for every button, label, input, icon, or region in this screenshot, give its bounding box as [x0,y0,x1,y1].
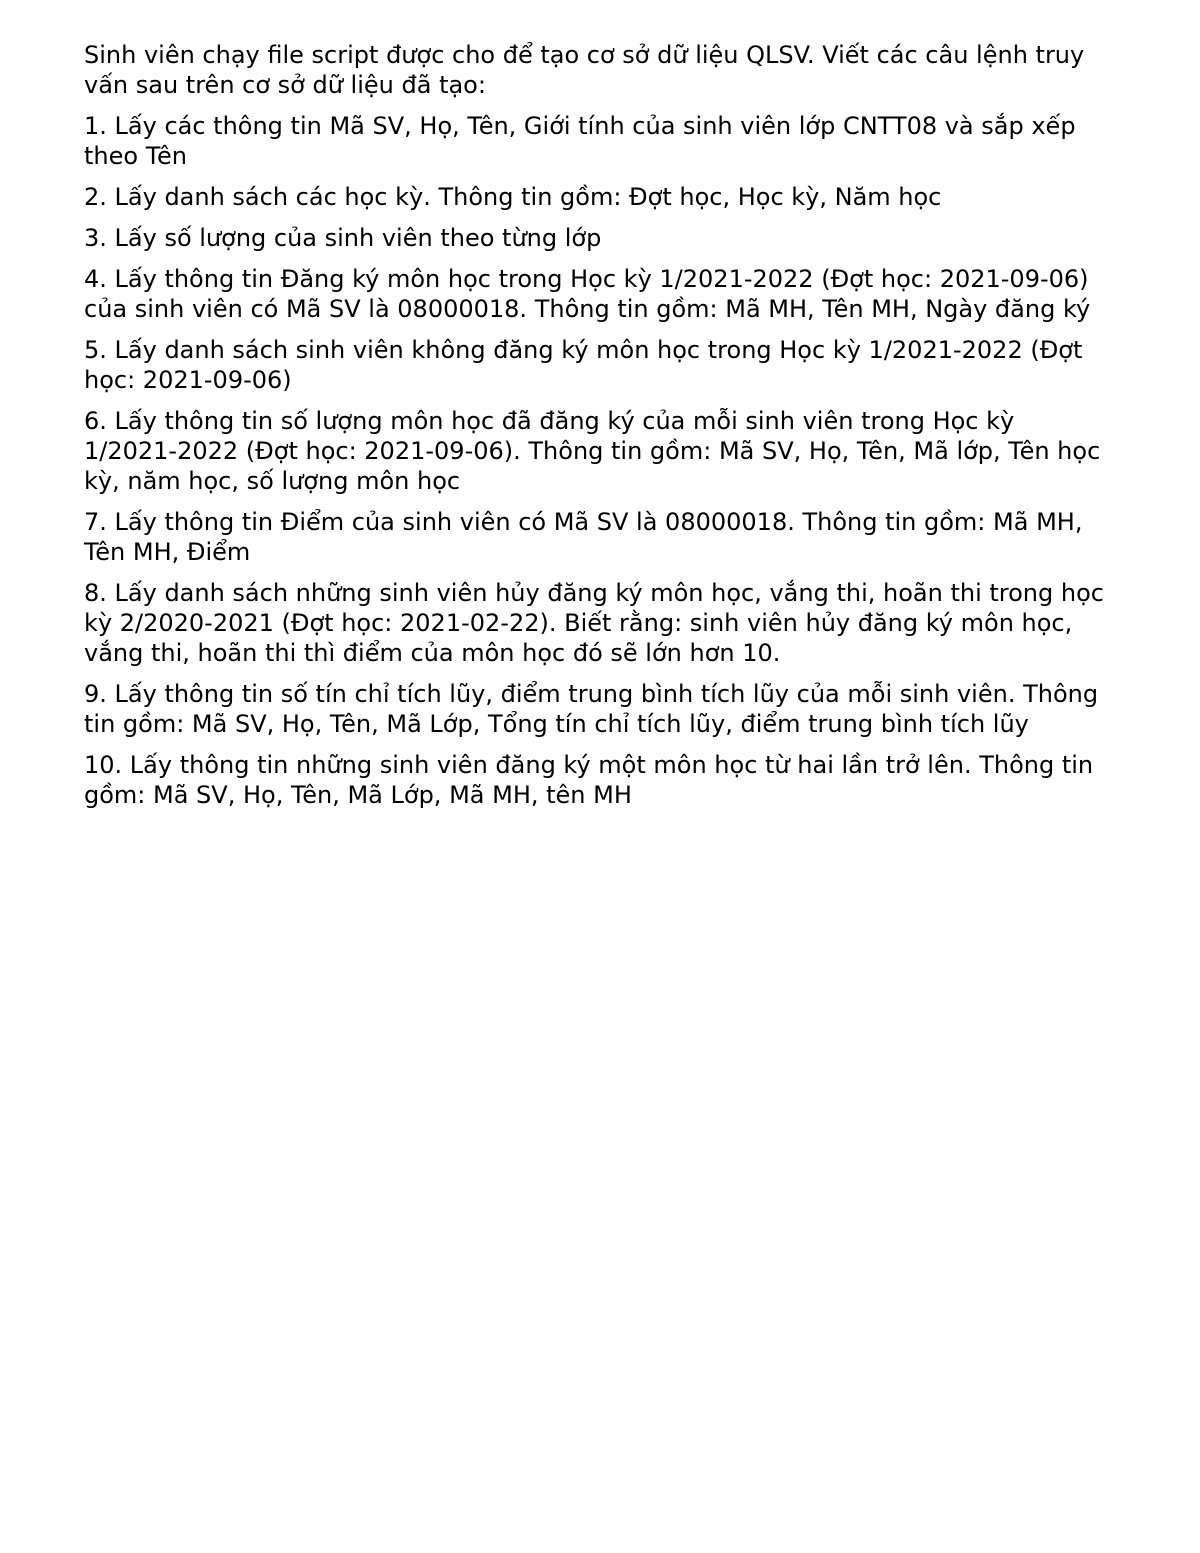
question-6: 6. Lấy thông tin số lượng môn học đã đăng ký của mỗi sinh viên trong Học kỳ 1/2021-2022 (Đợt học: 2021-09-06). Thông tin gồm: Mã SV, Họ, Tên, Mã lớp, Tên học kỳ, năm học, số lượng môn học [84,407,1101,495]
question-4: 4. Lấy thông tin Đăng ký môn học trong Học kỳ 1/2021-2022 (Đợt học: 2021-09-06) của sinh viên có Mã SV là 08000018. Thông tin gồm: Mã MH, Tên MH, Ngày đăng ký [84,265,1091,323]
question-10: 10. Lấy thông tin những sinh viên đăng ký một môn học từ hai lần trở lên. Thông tin gồm: Mã SV, Họ, Tên, Mã Lớp, Mã MH, tên MH [84,751,1094,809]
document-page [84,40,1114,821]
question-5: 5. Lấy danh sách sinh viên không đăng ký môn học trong Học kỳ 1/2021-2022 (Đợt học: 2021-09-06) [84,336,1083,394]
question-1: 1. Lấy các thông tin Mã SV, Họ, Tên, Giới tính của sinh viên lớp CNTT08 và sắp xếp theo Tên [84,112,1076,170]
intro-paragraph: Sinh viên chạy file script được cho để tạo cơ sở dữ liệu QLSV. Viết các câu lệnh truy vấn sau trên cơ sở dữ liệu đã tạo: [84,41,1085,99]
question-9: 9. Lấy thông tin số tín chỉ tích lũy, điểm trung bình tích lũy của mỗi sinh viên. Thông tin gồm: Mã SV, Họ, Tên, Mã Lớp, Tổng tín chỉ tích lũy, điểm trung bình tích lũy [84,680,1099,738]
question-7: 7. Lấy thông tin Điểm của sinh viên có Mã SV là 08000018. Thông tin gồm: Mã MH, Tên MH, Điểm [84,508,1083,566]
question-2: 2. Lấy danh sách các học kỳ. Thông tin gồm: Đợt học, Học kỳ, Năm học [84,183,942,211]
question-3: 3. Lấy số lượng của sinh viên theo từng lớp [84,224,602,252]
question-8: 8. Lấy danh sách những sinh viên hủy đăng ký môn học, vắng thi, hoãn thi trong học kỳ 2/2020-2021 (Đợt học: 2021-02-22). Biết rằng: sinh viên hủy đăng ký môn học, vắng thi, hoãn thi thì điểm của môn học đó sẽ lớn hơn 10. [84,579,1104,667]
